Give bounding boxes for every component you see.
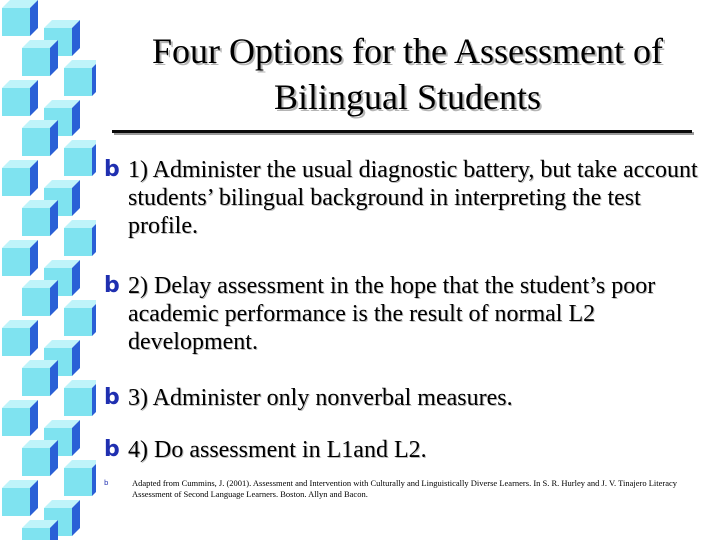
bullet-item-3: [104, 384, 704, 412]
bullet-text-3: 3) Administer only nonverbal measures.: [128, 385, 513, 411]
bullet-icon: b: [104, 479, 109, 487]
bullet-icon: b: [104, 437, 120, 462]
bullet-text-1: 1) Administer the usual diagnostic battery, but take account students’ bilingual background in interpreting the test profile.: [128, 157, 698, 239]
bullet-text-2: 2) Delay assessment in the hope that the student’s poor academic performance is the result of normal L2 development.: [128, 273, 656, 355]
cube-shape: [22, 200, 58, 236]
cube-shape: [2, 480, 38, 516]
cube-shape: [22, 280, 58, 316]
bullet-icon: b: [104, 385, 120, 410]
title-divider: [112, 130, 692, 133]
cube-shape: [2, 80, 38, 116]
cube-shape: [64, 60, 96, 96]
cube-shape: [22, 440, 58, 476]
cube-shape: [2, 400, 38, 436]
cube-shape: [2, 240, 38, 276]
cube-shape: [22, 360, 58, 396]
cube-shape: [22, 120, 58, 156]
cube-pattern: [0, 0, 96, 540]
citation-text: Adapted from Cummins, J. (2001). Assessment and Intervention with Culturally and Linguistically Diverse Learners. In S. R. Hurley and J. V. Tinajero Literacy Assessment of Second Language Learners. Boston. Allyn and Bacon.: [132, 478, 678, 499]
cube-shape: [64, 220, 96, 256]
cube-shape: [2, 320, 38, 356]
cube-shape: [64, 380, 96, 416]
cube-shape: [22, 520, 58, 540]
bullet-text-4: 4) Do assessment in L1and L2.: [128, 437, 427, 463]
cube-shape: [64, 300, 96, 336]
decorative-cube-column: [0, 0, 96, 540]
slide-title: Four Options for the Assessment of Bilingual Students: [152, 31, 663, 117]
cube-shape: [2, 160, 38, 196]
bullet-item-4: [104, 436, 704, 464]
bullet-icon: b: [104, 273, 120, 298]
bullet-item-1: [104, 156, 704, 240]
bullet-icon: b: [104, 157, 120, 182]
bullet-item-2: [104, 272, 704, 356]
citation-footnote: [104, 478, 704, 500]
cube-shape: [22, 40, 58, 76]
cube-shape: [64, 460, 96, 496]
cube-shape: [2, 0, 38, 36]
cube-shape: [64, 140, 96, 176]
